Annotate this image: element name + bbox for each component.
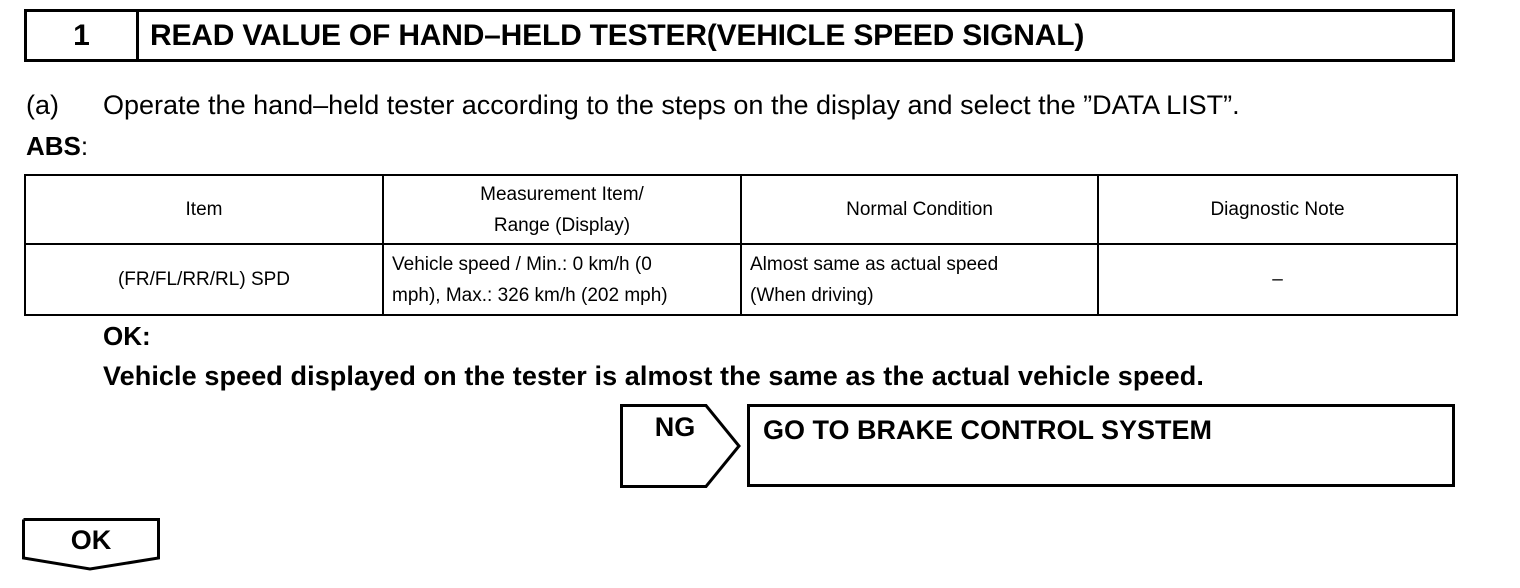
table-header-row: [25, 175, 1457, 244]
data-list-table: [24, 174, 1458, 316]
cell-normal-line1: Almost same as actual speed: [750, 253, 999, 275]
ng-target-text: GO TO BRAKE CONTROL SYSTEM: [763, 415, 1213, 445]
header-diagnostic-note: Diagnostic Note: [1098, 175, 1457, 244]
header-measurement: [383, 175, 741, 244]
instruction-text: Operate the hand–held tester according to the steps on the display and select the ”DATA LIST”.: [103, 90, 1240, 120]
ok-result-text: Vehicle speed displayed on the tester is almost the same as the actual vehicle speed.: [103, 361, 1204, 391]
step-number: 1: [27, 12, 139, 59]
ng-target-box: [747, 404, 1455, 487]
ok-result-label: OK:: [103, 321, 151, 351]
header-measurement-line1: Measurement Item/: [480, 183, 644, 205]
cell-normal-condition: [741, 244, 1098, 315]
header-item: Item: [25, 175, 383, 244]
ng-branch-label: NG: [654, 412, 696, 442]
header-measurement-line2: Range (Display): [493, 214, 631, 236]
table-row: [25, 244, 1457, 315]
section-label: [26, 131, 88, 162]
section-label-colon: :: [80, 131, 89, 161]
header-normal-condition: Normal Condition: [741, 175, 1098, 244]
cell-measurement-line2: mph), Max.: 326 km/h (202 mph): [392, 284, 668, 306]
cell-measurement: [383, 244, 741, 315]
cell-measurement-line1: Vehicle speed / Min.: 0 km/h (0: [392, 253, 652, 275]
cell-diagnostic-note: –: [1098, 244, 1457, 315]
cell-normal-line2: (When driving): [750, 284, 874, 306]
step-title: READ VALUE OF HAND–HELD TESTER(VEHICLE SPEED SIGNAL): [150, 18, 1085, 52]
cell-item: (FR/FL/RR/RL) SPD: [25, 244, 383, 315]
step-header: [24, 9, 1455, 62]
ok-branch-label: OK: [70, 525, 112, 555]
instruction-label: (a): [26, 90, 59, 120]
section-label-text: ABS: [26, 131, 81, 161]
